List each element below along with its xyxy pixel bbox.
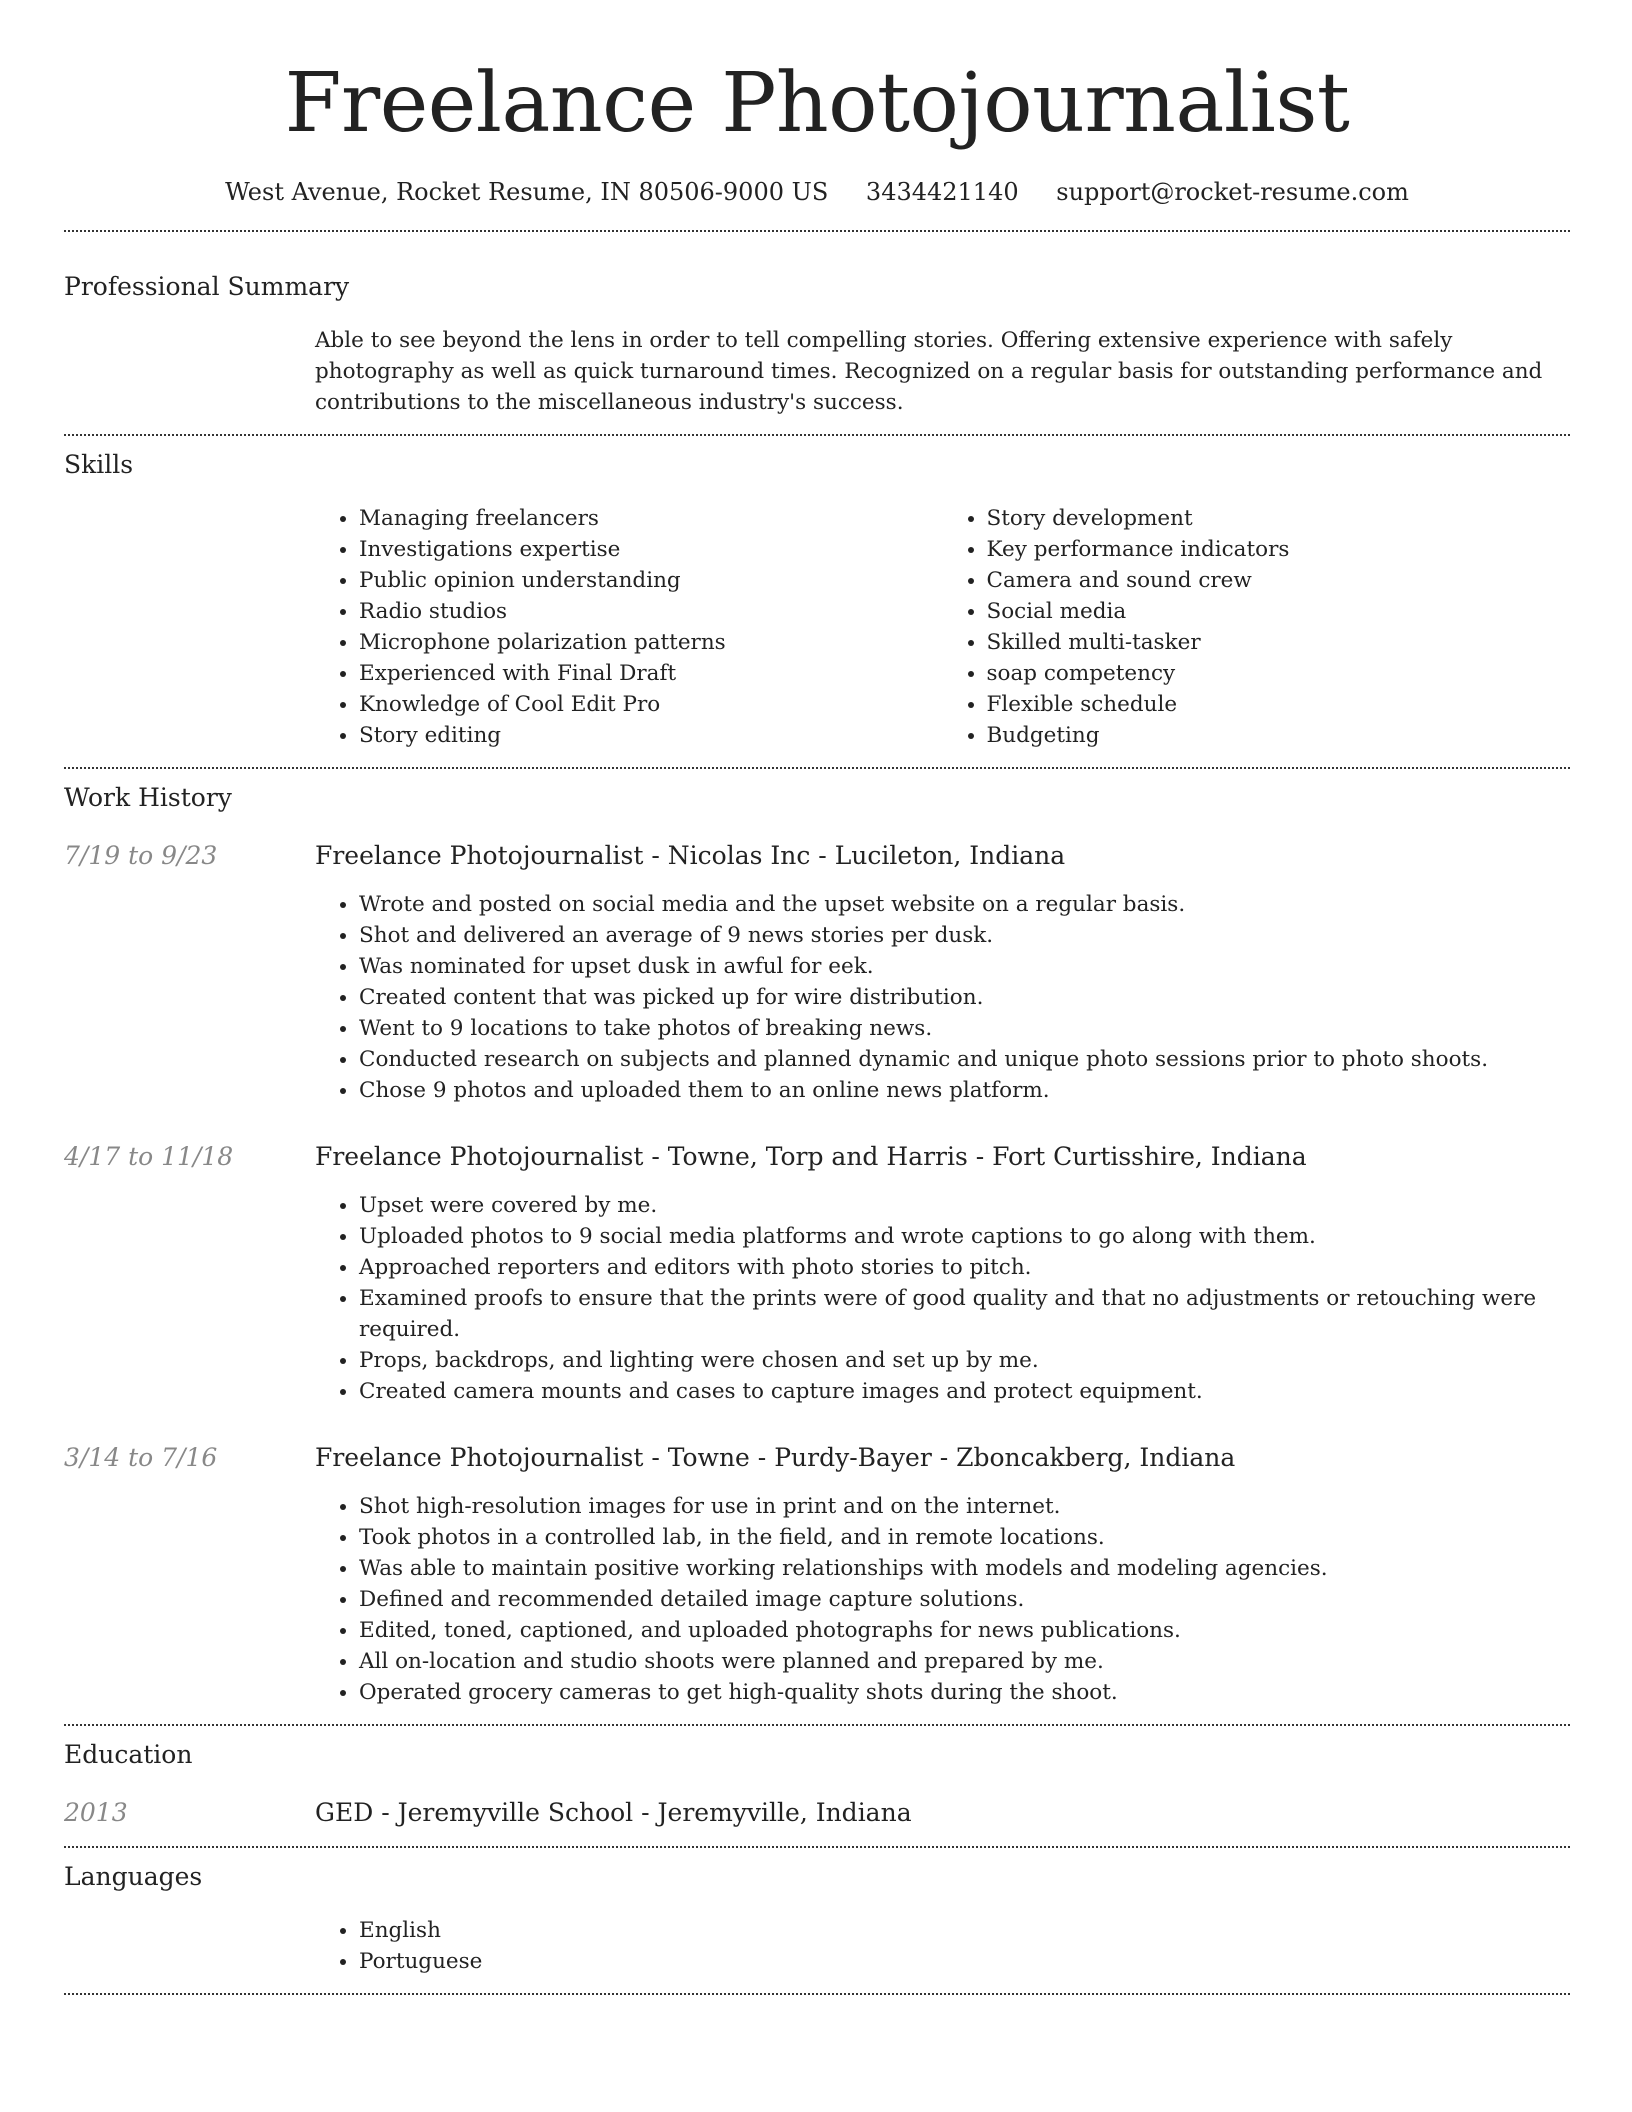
job-bullet: • Approached reporters and editors with photo stories to pitch.: [359, 1252, 1570, 1283]
job-dates: 4/17 to 11/18: [64, 1142, 234, 1171]
skill-item: • Investigations expertise: [359, 534, 943, 565]
job-bullet: • Was nominated for upset dusk in awful for eek.: [359, 951, 1570, 982]
skill-item: • Story development: [987, 503, 1571, 534]
skills-heading: Skills: [64, 450, 134, 479]
job-bullet: • Shot and delivered an average of 9 news stories per dusk.: [359, 920, 1570, 951]
resume-page: [64, 0, 1570, 1995]
divider: [64, 1846, 1570, 1848]
job-title: Freelance Photojournalist - Towne, Torp and Harris - Fort Curtisshire, Indiana: [315, 1142, 1307, 1171]
education-heading: Education: [64, 1740, 193, 1769]
skill-item: • Story editing: [359, 720, 943, 751]
education-section: [64, 1738, 1570, 1830]
divider: [64, 1724, 1570, 1726]
job-bullet: • All on-location and studio shoots were planned and prepared by me.: [359, 1646, 1570, 1677]
contact-phone: 3434421140: [865, 178, 1019, 206]
job-bullet: • Props, backdrops, and lighting were chosen and set up by me.: [359, 1345, 1570, 1376]
job-title: Freelance Photojournalist - Nicolas Inc - Lucileton, Indiana: [315, 841, 1066, 870]
education-entry: [64, 1796, 1570, 1830]
job-header: [64, 839, 1570, 873]
skills-list-right: [943, 503, 1571, 751]
skill-item: • Key performance indicators: [987, 534, 1571, 565]
languages-list: [315, 1915, 1570, 1977]
divider: [64, 767, 1570, 769]
skill-item: • Skilled multi-tasker: [987, 627, 1571, 658]
job-bullet: • Edited, toned, captioned, and uploaded photographs for news publications.: [359, 1615, 1570, 1646]
skill-item: • Budgeting: [987, 720, 1571, 751]
resume-name: Freelance Photojournalist: [284, 56, 1350, 151]
job-dates: 7/19 to 9/23: [64, 841, 218, 870]
skill-item: • Experienced with Final Draft: [359, 658, 943, 689]
job-dates: 3/14 to 7/16: [64, 1443, 218, 1472]
job-bullet: • Took photos in a controlled lab, in the field, and in remote locations.: [359, 1522, 1570, 1553]
job-bullets: [315, 1190, 1570, 1407]
work-history-section: [64, 781, 1570, 1708]
skill-item: • Flexible schedule: [987, 689, 1571, 720]
summary-section: [64, 270, 1570, 418]
job-bullets: [315, 1491, 1570, 1708]
job-bullet: • Conducted research on subjects and planned dynamic and unique photo sessions prior to photo shoots.: [359, 1044, 1570, 1075]
job-bullet: • Operated grocery cameras to get high-quality shots during the shoot.: [359, 1677, 1570, 1708]
job-bullet: • Defined and recommended detailed image capture solutions.: [359, 1584, 1570, 1615]
skill-item: • Microphone polarization patterns: [359, 627, 943, 658]
skill-item: • Social media: [987, 596, 1571, 627]
summary-text: Able to see beyond the lens in order to tell compelling stories. Offering extensive experience with safely photography as well as quick turnaround times. Recognized on a regular basis for outstanding performance and contributions to the miscellaneous industry's success.: [315, 328, 1543, 415]
education-details: GED - Jeremyville School - Jeremyville, Indiana: [315, 1798, 912, 1827]
job-bullet: • Wrote and posted on social media and the upset website on a regular basis.: [359, 889, 1570, 920]
job-bullet: • Chose 9 photos and uploaded them to an online news platform.: [359, 1075, 1570, 1106]
job-bullets: [315, 889, 1570, 1106]
divider: [64, 230, 1570, 232]
job-header: [64, 1140, 1570, 1174]
skill-item: • soap competency: [987, 658, 1571, 689]
job-entry: [64, 839, 1570, 1106]
job-bullet: • Upset were covered by me.: [359, 1190, 1570, 1221]
divider: [64, 1993, 1570, 1995]
job-bullet: • Went to 9 locations to take photos of breaking news.: [359, 1013, 1570, 1044]
skills-section: [64, 448, 1570, 751]
skill-item: • Public opinion understanding: [359, 565, 943, 596]
contact-email: support@rocket-resume.com: [1056, 178, 1409, 206]
language-item: • English: [359, 1915, 1570, 1946]
skill-item: • Managing freelancers: [359, 503, 943, 534]
contact-line: [64, 172, 1570, 212]
contact-address: West Avenue, Rocket Resume, IN 80506-9000 US: [225, 178, 829, 206]
job-list: [64, 839, 1570, 1708]
job-entry: [64, 1140, 1570, 1407]
job-title: Freelance Photojournalist - Towne - Purdy-Bayer - Zboncakberg, Indiana: [315, 1443, 1236, 1472]
languages-section: [64, 1860, 1570, 1977]
job-bullet: • Shot high-resolution images for use in print and on the internet.: [359, 1491, 1570, 1522]
job-bullet: • Uploaded photos to 9 social media platforms and wrote captions to go along with them.: [359, 1221, 1570, 1252]
divider: [64, 434, 1570, 436]
job-bullet: • Created content that was picked up for wire distribution.: [359, 982, 1570, 1013]
skill-item: • Camera and sound crew: [987, 565, 1571, 596]
language-item: • Portuguese: [359, 1946, 1570, 1977]
skills-list-left: [315, 503, 943, 751]
summary-heading: Professional Summary: [64, 272, 350, 301]
job-bullet: • Created camera mounts and cases to capture images and protect equipment.: [359, 1376, 1570, 1407]
job-bullet: • Examined proofs to ensure that the prints were of good quality and that no adjustments or retouching were required.: [359, 1283, 1570, 1345]
education-year: 2013: [64, 1798, 128, 1827]
job-entry: [64, 1441, 1570, 1708]
work-history-heading: Work History: [64, 783, 232, 812]
skill-item: • Radio studios: [359, 596, 943, 627]
languages-heading: Languages: [64, 1862, 203, 1891]
job-bullet: • Was able to maintain positive working relationships with models and modeling agencies.: [359, 1553, 1570, 1584]
skill-item: • Knowledge of Cool Edit Pro: [359, 689, 943, 720]
job-header: [64, 1441, 1570, 1475]
